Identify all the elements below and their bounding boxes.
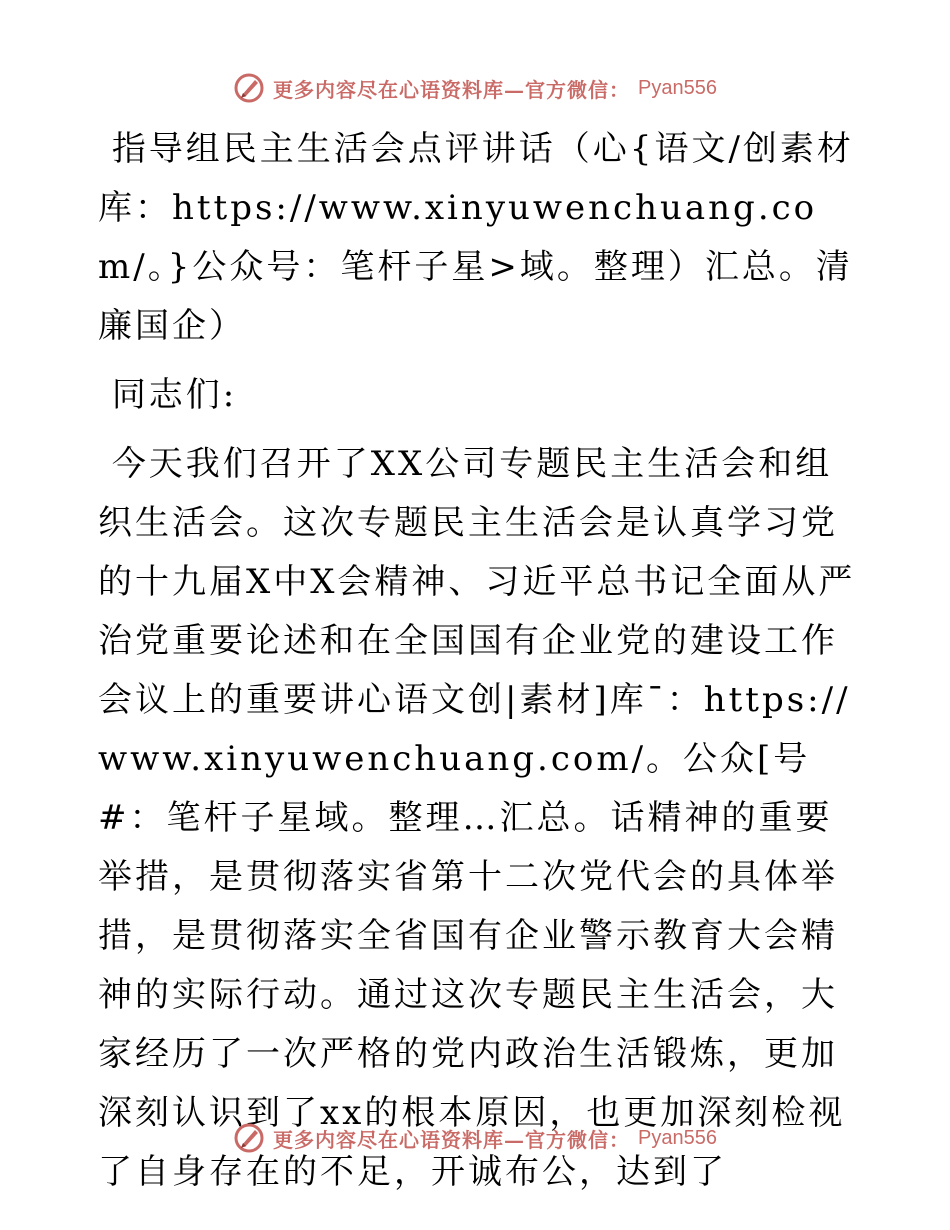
document-body xyxy=(98,120,858,1202)
quill-pen-circle-icon xyxy=(233,72,265,104)
banner-wechat-id: Pyan556 xyxy=(638,1126,717,1149)
greeting: 同志们: xyxy=(98,375,238,415)
banner-text: 更多内容尽在心语资料库—官方微信： xyxy=(273,77,631,102)
footer-banner xyxy=(0,1122,950,1154)
banner-wechat-id: Pyan556 xyxy=(638,76,717,99)
body-paragraph: 今天我们召开了XX公司专题民主生活会和组织生活会。这次专题民主生活会是认真学习党的十九届X中X会精神、习近平总书记全面从严治党重要论述和在全国国有企业党的建设工作会议上的重要讲心语文创|素材]库¯：https:// www.xinyuwenchuang.com/。公众[号#：笔杆子星域。整理…汇总。话精神的重要举措，是贯彻落实省第十二次党代会的具体举措，是贯彻落实全省国有企业警示教育大会精神的实际行动。通过这次专题民主生活会，大家经历了一次严格的党内政治生活锻炼，更加深刻认识到了xx的根本原因，也更加深刻检视了自身存在的不足，开诚布公，达到了 xyxy=(98,444,856,1192)
banner-text: 更多内容尽在心语资料库—官方微信： xyxy=(273,1127,631,1152)
header-banner xyxy=(0,72,950,104)
quill-pen-circle-icon xyxy=(233,1122,265,1154)
document-title: 指导组民主生活会点评讲话（心{语文/创素材库：https://www.xinyuwenchuang.com/。}公众号：笔杆子星>域。整理）汇总。清廉国企） xyxy=(98,129,854,346)
